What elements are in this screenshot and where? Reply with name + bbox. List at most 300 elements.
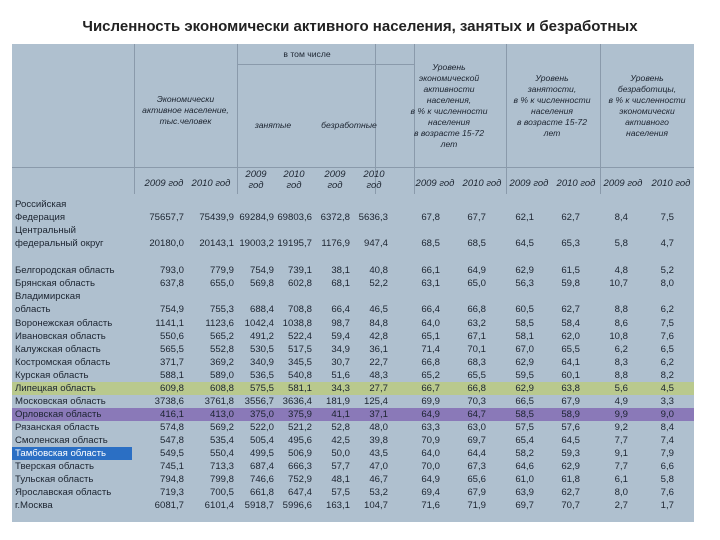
table-cell: 1,7 [660, 500, 674, 511]
table-cell: 70,7 [561, 500, 580, 511]
table-cell: 70,3 [467, 396, 486, 407]
table-cell: 63,1 [421, 278, 440, 289]
table-cell: 61,8 [561, 474, 580, 485]
table-cell: 98,7 [331, 318, 350, 329]
table-cell: 58,5 [515, 409, 534, 420]
header-employment-level: Уровень занятости, в % к численности населения в возрасте 15-72 лет [513, 73, 591, 138]
table-cell: 2,7 [614, 500, 628, 511]
row-name: Белгородская область [15, 265, 115, 276]
table-row [12, 224, 694, 250]
table-cell: 60,5 [515, 304, 534, 315]
year-header: 2010 год [363, 169, 385, 191]
row-name: Тульская область [15, 474, 94, 485]
table-cell: 688,4 [249, 304, 274, 315]
table-cell: 66,5 [515, 396, 534, 407]
table-cell: 68,5 [421, 238, 440, 249]
table-row [12, 290, 694, 317]
table-cell: 57,7 [331, 461, 350, 472]
row-name: Брянская область [15, 278, 95, 289]
table-cell: 655,0 [209, 278, 234, 289]
table-cell: 752,9 [287, 474, 312, 485]
row-name: Калужская область [15, 344, 101, 355]
row-name: Тамбовская область [15, 448, 106, 459]
page-title: Численность экономически активного населения, занятых и безработных [82, 18, 638, 35]
table-cell: 65,2 [421, 370, 440, 381]
table-cell: 9,1 [614, 448, 628, 459]
table-cell: 6,2 [614, 344, 628, 355]
table-cell: 552,8 [209, 344, 234, 355]
table-cell: 163,1 [325, 500, 350, 511]
table-cell: 7,7 [614, 461, 628, 472]
table-cell: 70,0 [421, 461, 440, 472]
table-cell: 40,8 [369, 265, 388, 276]
table-cell: 666,3 [287, 461, 312, 472]
table-row [12, 460, 694, 473]
table-cell: 41,1 [331, 409, 350, 420]
table-cell: 51,6 [331, 370, 350, 381]
table-cell: 7,5 [660, 212, 674, 223]
table-cell: 64,5 [561, 435, 580, 446]
table-cell: 8,3 [614, 357, 628, 368]
table-cell: 67,8 [421, 212, 440, 223]
table-cell: 8,8 [614, 370, 628, 381]
table-cell: 4,8 [614, 265, 628, 276]
table-cell: 30,7 [331, 357, 350, 368]
row-name: Московская область [15, 396, 106, 407]
table-cell: 413,0 [209, 409, 234, 420]
table-row [12, 486, 694, 499]
table-cell: 7,5 [660, 318, 674, 329]
table-cell: 68,5 [467, 238, 486, 249]
table-cell: 67,3 [467, 461, 486, 472]
table-cell: 48,3 [369, 370, 388, 381]
row-name: Курская область [15, 370, 89, 381]
table-cell: 61,5 [561, 265, 580, 276]
table-cell: 67,0 [515, 344, 534, 355]
table-cell: 62,9 [515, 265, 534, 276]
table-cell: 506,9 [287, 448, 312, 459]
year-header: 2009 год [144, 178, 184, 189]
table-cell: 59,5 [515, 370, 534, 381]
table-cell: 59,3 [561, 448, 580, 459]
table-cell: 569,2 [209, 422, 234, 433]
table-cell: 4,7 [660, 238, 674, 249]
table-cell: 371,7 [159, 357, 184, 368]
table-cell: 4,5 [660, 383, 674, 394]
table-row [12, 264, 694, 277]
table-cell: 540,8 [287, 370, 312, 381]
table-cell: 22,7 [369, 357, 388, 368]
table-cell: 42,8 [369, 331, 388, 342]
table-cell: 345,5 [287, 357, 312, 368]
table-cell: 62,9 [515, 357, 534, 368]
table-cell: 62,1 [515, 212, 534, 223]
table-cell: 9,0 [660, 409, 674, 420]
table-cell: 70,1 [467, 344, 486, 355]
table-cell: 69803,6 [277, 212, 312, 223]
year-header: 2009 год [603, 178, 643, 189]
table-cell: 67,9 [561, 396, 580, 407]
table-cell: 3,3 [660, 396, 674, 407]
table-cell: 550,4 [209, 448, 234, 459]
header-econ-active: Экономически активное население, тыс.человек [142, 94, 229, 126]
table-cell: 62,7 [561, 304, 580, 315]
table-cell: 608,8 [209, 383, 234, 394]
table-cell: 8,6 [614, 318, 628, 329]
table-cell: 491,2 [249, 331, 274, 342]
table-row [12, 277, 694, 290]
table-cell: 1141,1 [155, 318, 184, 329]
table-cell: 20180,0 [149, 238, 184, 249]
table-row [12, 198, 694, 224]
year-header: 2010 год [556, 178, 596, 189]
table-cell: 68,3 [467, 357, 486, 368]
header-activity-level: Уровень экономической активности населения, в % к численности населения в возрасте 15-72 лет [410, 62, 488, 149]
table-cell: 5996,6 [282, 500, 312, 511]
table-cell: 10,8 [609, 331, 628, 342]
table-cell: 661,8 [249, 487, 274, 498]
table-cell: 6081,7 [154, 500, 184, 511]
table-cell: 565,5 [159, 344, 184, 355]
table-cell: 588,1 [159, 370, 184, 381]
table-cell: 536,5 [249, 370, 274, 381]
table-cell: 58,1 [515, 331, 534, 342]
year-header: 2009 год [324, 169, 346, 191]
table-cell: 20143,1 [199, 238, 234, 249]
row-name: Ярославская область [15, 487, 112, 498]
table-cell: 4,9 [614, 396, 628, 407]
table-cell: 64,4 [467, 448, 486, 459]
table-cell: 181,9 [325, 396, 350, 407]
table-cell: 66,8 [467, 304, 486, 315]
table-cell: 57,6 [561, 422, 580, 433]
table-cell: 547,8 [159, 435, 184, 446]
table-cell: 65,0 [467, 278, 486, 289]
table-cell: 3761,8 [204, 396, 234, 407]
row-name: Владимирская область [15, 291, 81, 316]
table-cell: 5,8 [660, 474, 674, 485]
table-cell: 65,4 [515, 435, 534, 446]
row-name: Российская Федерация [15, 199, 67, 224]
table-cell: 530,5 [249, 344, 274, 355]
table-cell: 63,0 [467, 422, 486, 433]
table-cell: 8,0 [614, 487, 628, 498]
row-name: Смоленская область [15, 435, 108, 446]
table-cell: 65,3 [561, 238, 580, 249]
table-cell: 64,1 [561, 357, 580, 368]
table-cell: 522,0 [249, 422, 274, 433]
table-row [12, 499, 694, 512]
table-cell: 50,0 [331, 448, 350, 459]
table-cell: 7,7 [614, 435, 628, 446]
table-row [12, 343, 694, 356]
table-cell: 609,8 [159, 383, 184, 394]
table-cell: 64,9 [421, 409, 440, 420]
table-cell: 8,2 [660, 370, 674, 381]
table-cell: 75439,9 [199, 212, 234, 223]
table-cell: 505,4 [249, 435, 274, 446]
table-cell: 647,4 [287, 487, 312, 498]
table-row [12, 408, 694, 421]
table-cell: 64,0 [421, 318, 440, 329]
table-cell: 8,8 [614, 304, 628, 315]
table-cell: 779,9 [209, 265, 234, 276]
table-cell: 47,0 [369, 461, 388, 472]
table-cell: 58,2 [515, 448, 534, 459]
table-cell: 569,8 [249, 278, 274, 289]
table-cell: 75657,7 [149, 212, 184, 223]
table-cell: 69,7 [515, 500, 534, 511]
table-cell: 60,1 [561, 370, 580, 381]
row-name: Рязанская область [15, 422, 100, 433]
table-cell: 43,5 [369, 448, 388, 459]
header-in-that-number: в том числе [283, 49, 331, 59]
table-cell: 62,7 [561, 212, 580, 223]
row-name: Воронежская область [15, 318, 113, 329]
table-cell: 42,5 [331, 435, 350, 446]
table-cell: 59,8 [561, 278, 580, 289]
table-cell: 700,5 [209, 487, 234, 498]
table-cell: 64,9 [467, 265, 486, 276]
table-cell: 39,8 [369, 435, 388, 446]
table-cell: 1123,6 [205, 318, 234, 329]
table-cell: 739,1 [287, 265, 312, 276]
grid-line [12, 167, 694, 168]
row-name: Ивановская область [15, 331, 106, 342]
table-cell: 745,1 [159, 461, 184, 472]
table-cell: 48,0 [369, 422, 388, 433]
row-name: Липецкая область [15, 383, 96, 394]
table-row [12, 395, 694, 408]
table-cell: 574,8 [159, 422, 184, 433]
table-cell: 7,4 [660, 435, 674, 446]
year-header: 2009 год [415, 178, 455, 189]
table-cell: 27,7 [369, 383, 388, 394]
table-cell: 58,9 [561, 409, 580, 420]
table-cell: 66,8 [421, 357, 440, 368]
row-name: Центральный федеральный округ [15, 225, 104, 250]
table-cell: 602,8 [287, 278, 312, 289]
table-row [12, 447, 694, 460]
table-cell: 57,5 [331, 487, 350, 498]
year-header: 2010 год [191, 178, 231, 189]
table-cell: 8,0 [660, 278, 674, 289]
table-cell: 66,8 [467, 383, 486, 394]
table-cell: 719,3 [159, 487, 184, 498]
table-cell: 84,8 [369, 318, 388, 329]
year-header: 2010 год [283, 169, 305, 191]
table-cell: 58,5 [515, 318, 534, 329]
row-name: г.Москва [15, 500, 53, 511]
table-cell: 69284,9 [239, 212, 274, 223]
table-cell: 499,5 [249, 448, 274, 459]
table-cell: 754,9 [159, 304, 184, 315]
table-cell: 67,1 [467, 331, 486, 342]
table-cell: 56,3 [515, 278, 534, 289]
table-cell: 52,8 [331, 422, 350, 433]
table-cell: 37,1 [369, 409, 388, 420]
table-row [12, 317, 694, 330]
table-cell: 64,6 [515, 461, 534, 472]
table-cell: 48,1 [331, 474, 350, 485]
table-cell: 6101,4 [204, 500, 234, 511]
table-cell: 6,6 [660, 461, 674, 472]
table-cell: 550,6 [159, 331, 184, 342]
table-cell: 3738,6 [154, 396, 184, 407]
table-row [12, 369, 694, 382]
table-cell: 581,1 [287, 383, 312, 394]
table-cell: 62,0 [561, 331, 580, 342]
table-cell: 69,7 [467, 435, 486, 446]
table-cell: 340,9 [249, 357, 274, 368]
table-row [12, 330, 694, 343]
table-cell: 522,4 [287, 331, 312, 342]
year-header: 2010 год [651, 178, 691, 189]
table-cell: 65,5 [467, 370, 486, 381]
table-cell: 687,4 [249, 461, 274, 472]
table-cell: 125,4 [363, 396, 388, 407]
table-cell: 793,0 [159, 265, 184, 276]
table-cell: 19003,2 [239, 238, 274, 249]
table-row [12, 421, 694, 434]
table-cell: 62,9 [515, 383, 534, 394]
table-cell: 535,4 [209, 435, 234, 446]
table-cell: 104,7 [363, 500, 388, 511]
table-row [12, 356, 694, 369]
table-cell: 66,4 [421, 304, 440, 315]
table-cell: 69,9 [421, 396, 440, 407]
table-cell: 549,5 [159, 448, 184, 459]
table-cell: 495,6 [287, 435, 312, 446]
table-cell: 375,0 [249, 409, 274, 420]
table-cell: 66,4 [331, 304, 350, 315]
year-header: 2009 год [245, 169, 267, 191]
table-cell: 57,5 [515, 422, 534, 433]
table-cell: 575,5 [249, 383, 274, 394]
table-cell: 58,4 [561, 318, 580, 329]
table-cell: 1176,9 [321, 238, 350, 249]
table-cell: 637,8 [159, 278, 184, 289]
table-cell: 517,5 [287, 344, 312, 355]
table-cell: 66,7 [421, 383, 440, 394]
table-cell: 63,9 [515, 487, 534, 498]
table-cell: 63,2 [467, 318, 486, 329]
table-row [12, 434, 694, 447]
table-cell: 71,9 [467, 500, 486, 511]
table-cell: 34,9 [331, 344, 350, 355]
table-cell: 5,8 [614, 238, 628, 249]
table-cell: 64,7 [467, 409, 486, 420]
table-cell: 416,1 [159, 409, 184, 420]
table-cell: 67,9 [467, 487, 486, 498]
table-cell: 755,3 [209, 304, 234, 315]
table-cell: 6372,8 [320, 212, 350, 223]
header-unemployed: безработные [321, 120, 377, 130]
table-cell: 521,2 [287, 422, 312, 433]
table-cell: 8,4 [660, 422, 674, 433]
table-cell: 71,6 [421, 500, 440, 511]
table-cell: 1042,4 [244, 318, 274, 329]
data-table [12, 44, 694, 522]
table-cell: 64,5 [515, 238, 534, 249]
table-cell: 5636,3 [358, 212, 388, 223]
table-cell: 61,0 [515, 474, 534, 485]
table-cell: 38,1 [331, 265, 350, 276]
table-cell: 713,3 [209, 461, 234, 472]
table-cell: 34,3 [331, 383, 350, 394]
table-cell: 63,8 [561, 383, 580, 394]
table-cell: 589,0 [209, 370, 234, 381]
table-cell: 6,2 [660, 304, 674, 315]
table-cell: 9,2 [614, 422, 628, 433]
table-cell: 70,9 [421, 435, 440, 446]
table-cell: 708,8 [287, 304, 312, 315]
table-cell: 754,9 [249, 265, 274, 276]
table-cell: 3636,4 [282, 396, 312, 407]
table-cell: 6,5 [660, 344, 674, 355]
table-cell: 53,2 [369, 487, 388, 498]
table-cell: 7,6 [660, 331, 674, 342]
year-header: 2010 год [462, 178, 502, 189]
table-cell: 69,4 [421, 487, 440, 498]
table-cell: 67,7 [467, 212, 486, 223]
header-employed: занятые [254, 120, 292, 130]
table-cell: 65,6 [467, 474, 486, 485]
table-cell: 59,4 [331, 331, 350, 342]
table-cell: 794,8 [159, 474, 184, 485]
table-cell: 5918,7 [244, 500, 274, 511]
table-cell: 46,5 [369, 304, 388, 315]
table-cell: 68,1 [331, 278, 350, 289]
year-header: 2009 год [509, 178, 549, 189]
table-cell: 46,7 [369, 474, 388, 485]
table-cell: 64,0 [421, 448, 440, 459]
table-cell: 7,6 [660, 487, 674, 498]
table-cell: 1038,8 [282, 318, 312, 329]
row-name: Костромская область [15, 357, 111, 368]
table-cell: 36,1 [369, 344, 388, 355]
table-cell: 799,8 [209, 474, 234, 485]
table-cell: 65,5 [561, 344, 580, 355]
table-cell: 10,7 [609, 278, 628, 289]
table-cell: 7,9 [660, 448, 674, 459]
table-cell: 947,4 [363, 238, 388, 249]
table-cell: 6,1 [614, 474, 628, 485]
table-cell: 62,9 [561, 461, 580, 472]
table-cell: 369,2 [209, 357, 234, 368]
table-cell: 5,6 [614, 383, 628, 394]
table-row [12, 382, 694, 395]
table-cell: 62,7 [561, 487, 580, 498]
table-cell: 9,9 [614, 409, 628, 420]
table-row [12, 473, 694, 486]
table-cell: 52,2 [369, 278, 388, 289]
table-cell: 8,4 [614, 212, 628, 223]
table-cell: 64,9 [421, 474, 440, 485]
table-cell: 65,1 [421, 331, 440, 342]
table-cell: 565,2 [209, 331, 234, 342]
table-cell: 375,9 [287, 409, 312, 420]
header-unemployment-level: Уровень безработицы, в % к численности экономически активного населения [608, 73, 686, 138]
table-cell: 66,1 [421, 265, 440, 276]
table-cell: 746,6 [249, 474, 274, 485]
table-cell: 63,3 [421, 422, 440, 433]
grid-line [237, 64, 414, 65]
table-cell: 3556,7 [244, 396, 274, 407]
row-name: Тверская область [15, 461, 95, 472]
table-cell: 6,2 [660, 357, 674, 368]
table-cell: 5,2 [660, 265, 674, 276]
